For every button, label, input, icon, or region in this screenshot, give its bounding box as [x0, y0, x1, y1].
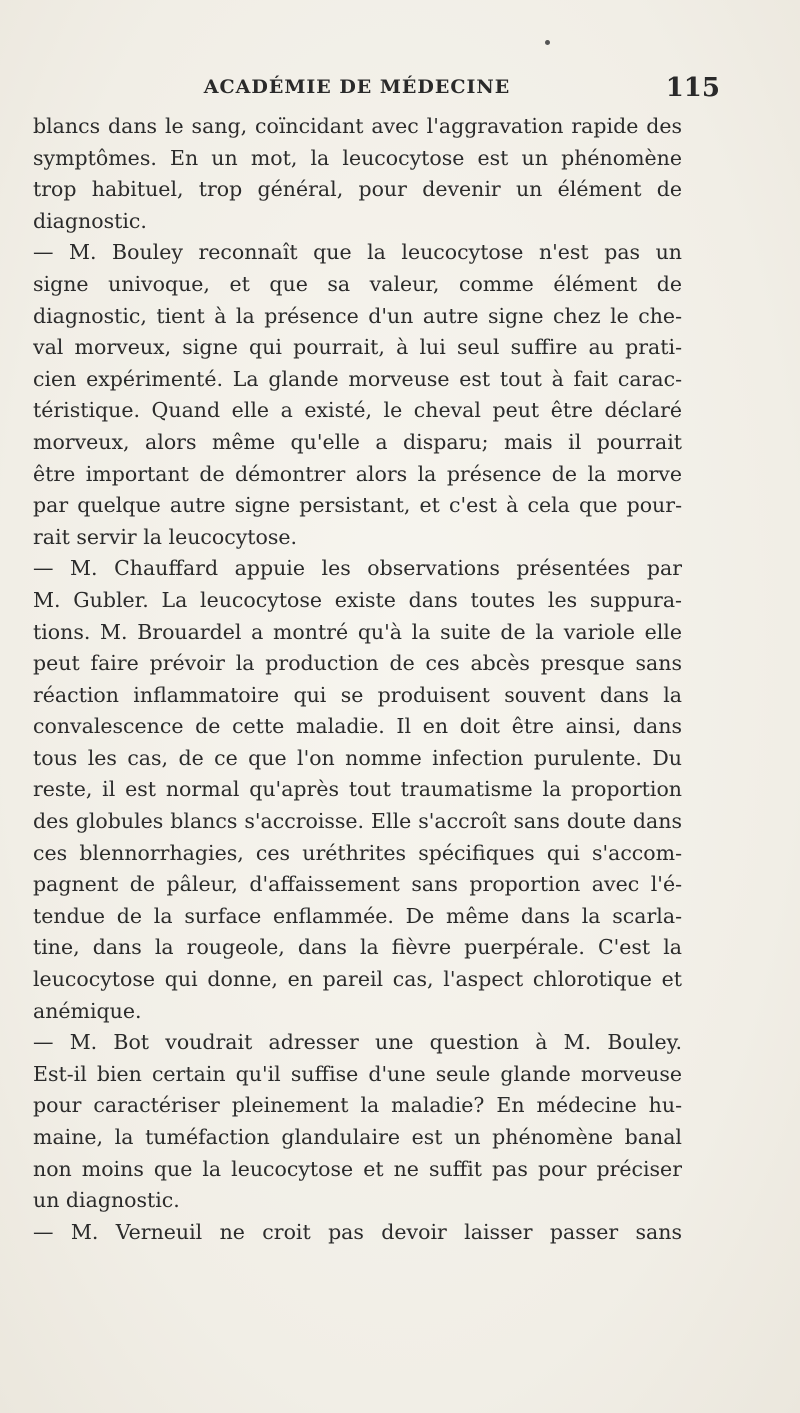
text-line: val morveux, signe qui pourrait, à lui seul suffire au prati-	[33, 335, 682, 360]
text-line: symptômes. En un mot, la leucocytose est un phénomène	[33, 145, 682, 170]
body-text	[33, 111, 682, 1248]
text-line: rait servir la leucocytose.	[33, 524, 298, 549]
text-line: ces blennorrhagies, ces uréthrites spécifiques qui s'accom-	[33, 840, 682, 865]
text-line: tendue de la surface enflammée. De même dans la scarla-	[33, 903, 682, 928]
text-line: M. Gubler. La leucocytose existe dans toutes les suppura-	[33, 587, 682, 612]
text-line: — M. Bot voudrait adresser une question à M. Bouley.	[33, 1030, 682, 1055]
text-line: par quelque autre signe persistant, et c'est à cela que pour-	[33, 493, 682, 518]
text-line: convalescence de cette maladie. Il en doit être ainsi, dans	[33, 714, 682, 739]
text-line: blancs dans le sang, coïncidant avec l'aggravation rapide des	[33, 114, 682, 138]
text-line: peut faire prévoir la production de ces abcès presque sans	[33, 651, 682, 676]
text-line: — M. Chauffard appuie les observations présentées par	[33, 556, 682, 581]
text-line: téristique. Quand elle a existé, le cheval peut être déclaré	[33, 398, 682, 423]
text-line: leucocytose qui donne, en pareil cas, l'aspect chlorotique et	[33, 967, 682, 992]
text-line: — M. Verneuil ne croit pas devoir laisser passer sans	[33, 1219, 682, 1244]
text-line: maine, la tuméfaction glandulaire est un phénomène banal	[33, 1125, 682, 1149]
text-line: être important de démontrer alors la présence de la morve	[33, 461, 682, 486]
text-line: — M. Bouley reconnaît que la leucocytose n'est pas un	[33, 240, 682, 265]
text-line: trop habituel, trop général, pour devenir un élément de	[33, 177, 682, 202]
ink-speck	[545, 40, 550, 45]
text-line: pagnent de pâleur, d'affaissement sans proportion avec l'é-	[33, 872, 682, 897]
text-line: signe univoque, et que sa valeur, comme élément de	[33, 271, 682, 296]
text-line: reste, il est normal qu'après tout traumatisme la proportion	[33, 777, 682, 802]
text-line: cien expérimenté. La glande morveuse est tout à fait carac-	[33, 366, 682, 391]
text-line: tous les cas, de ce que l'on nomme infection purulente. Du	[33, 745, 682, 770]
text-line: tine, dans la rougeole, dans la fièvre puerpérale. C'est la	[33, 935, 682, 960]
text-line: non moins que la leucocytose et ne suffit pas pour préciser	[33, 1156, 682, 1181]
text-line: pour caractériser pleinement la maladie? En médecine hu-	[33, 1093, 682, 1118]
text-line: des globules blancs s'accroisse. Elle s'accroît sans doute dans	[33, 809, 682, 834]
text-line: Est-il bien certain qu'il suffise d'une seule glande morveuse	[33, 1061, 682, 1086]
text-line: un diagnostic.	[33, 1188, 180, 1213]
running-title: ACADÉMIE DE MÉDECINE	[203, 76, 511, 98]
text-line: réaction inflammatoire qui se produisent souvent dans la	[33, 682, 682, 707]
running-head	[30, 73, 720, 106]
text-line: diagnostic, tient à la présence d'un autre signe chez le che-	[33, 303, 682, 328]
text-line: anémique.	[33, 998, 142, 1023]
text-line: diagnostic.	[33, 208, 147, 233]
text-line: tions. M. Brouardel a montré qu'à la suite de la variole elle	[33, 619, 682, 644]
page-number: 115	[665, 73, 720, 103]
text-line: morveux, alors même qu'elle a disparu; mais il pourrait	[33, 429, 682, 454]
